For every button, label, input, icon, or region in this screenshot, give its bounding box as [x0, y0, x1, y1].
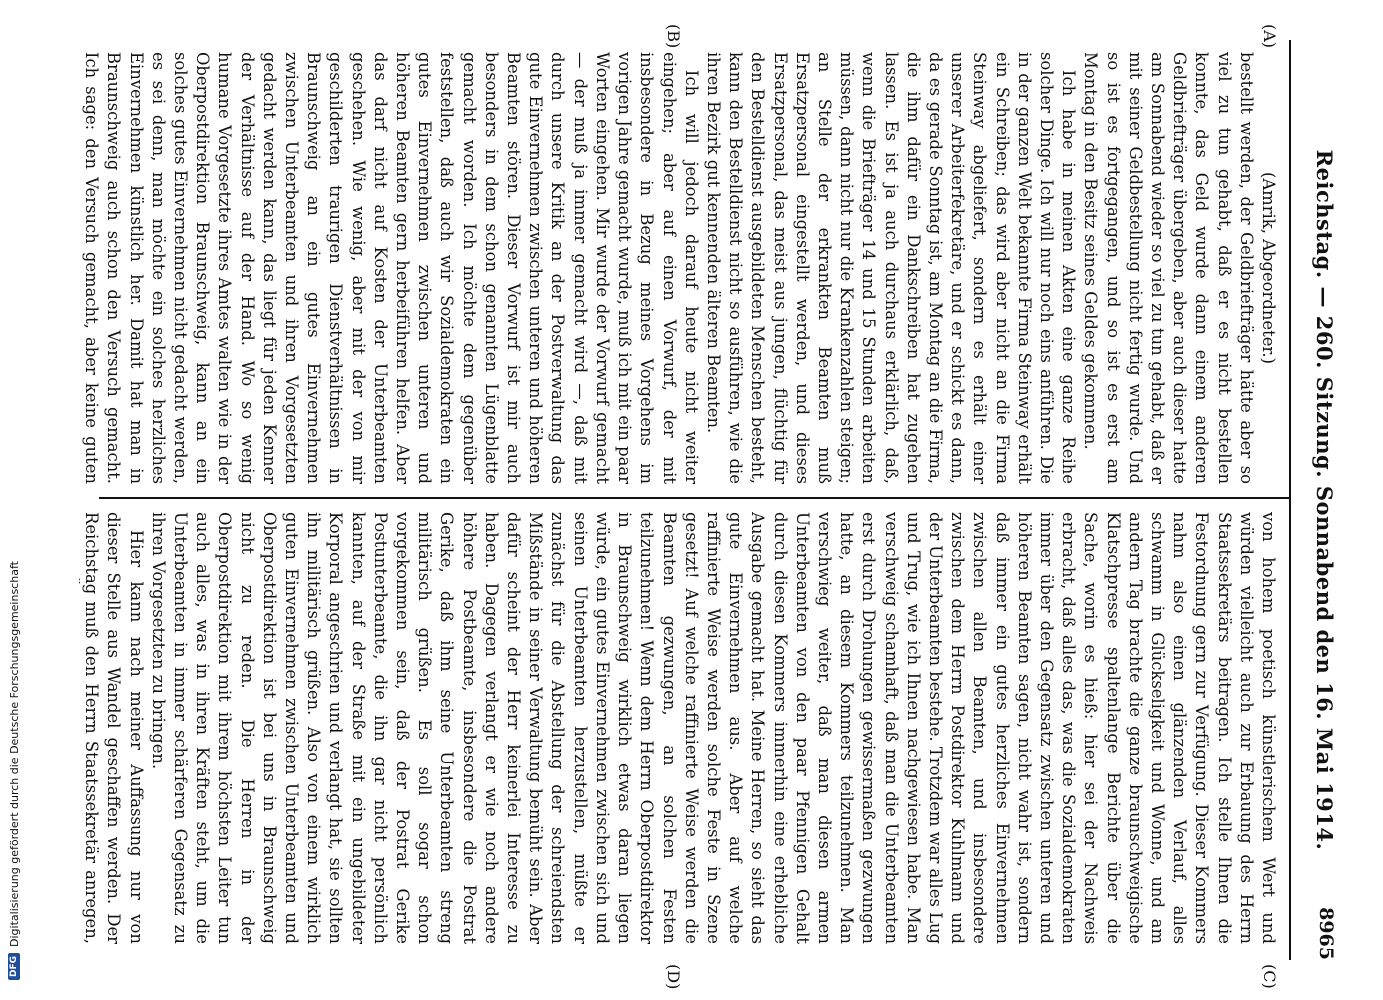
dfg-logo: DFG — [8, 953, 20, 980]
column-divider — [99, 497, 1289, 499]
paragraph: Ich will jedoch darauf heute nicht weiter eingehen; aber auf einen Vorwurf, der mit insbesondere in Bezug meines Vorgehens im vorigen Jahre gemacht wurde, muß ich mit ein paar Worten eingehen. Mir wurde der Vorwurf gemacht — der muß ja immer gemacht wird —, daß mit durch unsere Kritik an der Postverwaltung das gute Einvernehmen zwischen unteren und höheren Beamten stören. Dieser Vorwurf ist mir auch besonders in dem schon genannten Lügenblatte gemacht worden. Ich möchte dem gegenüber feststellen, daß auch wir Sozialdemokraten ein gutes Einvernehmen zwischen unteren und höheren Beamten gern herbeiführen helfen. Aber das darf nicht auf Kosten der Unterbeamten geschehen. Wie wenig, aber mit der von mir geschilderten traurigen Dienstverhältnissen in Braunschweig an ein gutes Einvernehmen zwischen Unterbeamten und ihren Vorgesetzten gedacht werden kann, das liegt für jeden Kenner der Verhältnisse auf der Hand. Wo so wenig humane Vorgesetzte ihres Amtes walten wie in der Oberpostdirektion Braunschweig, kann an ein solches gutes Einvernehmen nicht gedacht werden, es sei denn, man möchte ein solches herzliches Einvernehmen künstlich her. Damit hat man in Braunschweig auch schon den Versuch gemacht. Ich sage: den Versuch gemacht, aber keine guten — [82, 52, 701, 484]
funding-note — [4, 20, 24, 980]
paragraph: Hier kann nach meiner Auffassung nur von dieser Stelle aus Wandel geschaffen werden. Der Reichstag muß den Herrn Staatssekretär anregen, — [82, 512, 146, 944]
header-divider — [1289, 40, 1291, 960]
funding-note-text: Digitalisierung gefördert durch die Deutsche Forschungsgemeinschaft — [7, 561, 21, 947]
margin-marker-b: (B) — [664, 24, 683, 49]
right-column — [79, 512, 1279, 944]
page-number: 8965 — [1315, 907, 1337, 960]
speaker-label: (Amrik, Abgeordneter.) — [1259, 171, 1278, 365]
left-column — [79, 52, 1279, 484]
margin-marker-d: (D) — [664, 964, 683, 990]
page-header — [1303, 40, 1343, 960]
margin-marker-a: (A) — [1260, 24, 1279, 49]
page-title: Reichstag. — 260. Sitzung. Sonnabend den 16. Mai 1914. — [1312, 149, 1337, 851]
paragraph: von hohem poetisch künstlerischem Wert und würden vielleicht auch zur Erbauung des Herrn Staatssekretärs beitragen. Ich stelle Ihnen die Festordnung gern zur Verfügung. Dieser Kommers nahm also einen glänzenden Verlauf, alles schwamm in Glückseligkeit und Wonne, und am andern Tag brachte die ganze braunschweigische Klatschpresse spaltenlange Berichte über die Sache, worin es hieß: hier sei der Nachweis erbracht, daß alles das, was die Sozialdemokraten immer über den Gegensatz zwischen unteren und höheren Beamten sagen, nicht wahr ist, sondern daß immer ein gutes herzliches Einvernehmen zwischen allen Beamten, und insbesondere zwischen dem Herrn Postdirektor Kuhlmann und der Unterbeamten bestehe. Trotzdem war alles Lug und Trug, wie ich Ihnen nachgewiesen habe. Man verschweig schamhaft, daß man die Unterbeamten erst durch Drohungen gewissermaßen gezwungen hatte, an diesem Kommers teilzunehmen. Man verschwieg weiter, daß man diesen armen Unterbeamten von den paar Pfennigen Gehalt durch diesen Kommers immerhin eine erhebliche Ausgabe gemacht hat. Meine Herren, so sieht das gute Einvernehmen aus. Aber auf welche raffinierte Weise werden solche Feste in Szene gesetzt! Auf welche raffinierte Weise werden die Beamten gezwungen, an solchen Festen teilzunehmen! Wenn dem Herrn Oberpostdirektor in Braunschweig wirklich etwas daran liegen würde, ein gutes Einvernehmen zwischen sich und seinen Unterbeamten herzustellen, müßte er zunächst für die Abstellung der schreiendsten Mißstände in seiner Verwaltung bemüht sein. Aber dafür scheint der Herr keinerlei Interesse zu haben. Dagegen verlangt er wie noch andere höhere Postbeamte, insbesondere die Postrat Gerike, daß ihm seine Unterbeamten streng militärisch grüßen. Es soll sogar schon vorgekommen sein, daß der Postrat Gerike Postunterbeamte, die ihn gar nicht persönlich kannten, auf der Straße mit ein ungebildeter Korporal angeschrien und verlangt hat, sie sollten ihn militärisch grüßen. Also von einem wirklich guten Einvernehmen zwischen Unterbeamten und Oberpostdirektion ist bei uns in Braunschweig nicht zu reden. Die Herren in der Oberpostdirektion mit ihrem höchsten Leiter tun auch alles, was in ihren Kräften steht, um die Unterbeamten in immer schärferen Gegensatz zu ihren Vorgesetzten zu bringen. — [148, 512, 1278, 944]
paragraph: Ich habe in meinen Akten eine ganze Reihe solcher Dinge. Ich will nur noch eins anführen. Die in der ganzen Welt bekannte Firma Steinway erhält ein Schreiben; das wird aber nicht an die Firma Steinway abgeliefert, sondern es erhält einer unserer Arbeiterfekretäre, und er schickt es dann, da es gerade Sonntag ist, am Montag an die Firma, die ihm dafür ein Dankschreiben hat zugehen lassen. Es ist ja auch durchaus erklärlich, daß, wenn die Briefträger 14 und 15 Stunden arbeiten müssen, dann nicht nur die Krankenzahlen steigen; an Stelle der erkrankten Beamten muß Ersatzpersonal eingestellt werden, und dieses Ersatzpersonal, das meist aus jungen, flüchtig für den Bestelldienst ausgebildeten Menschen besteht, kann den Bestelldienst nicht so ausführen, wie die ihren Bezirk gut kennenden älteren Beamten. — [703, 52, 1079, 484]
margin-marker-c: (C) — [1260, 964, 1279, 989]
paragraph: bestellt werden, der Geldbriefträger hätte aber so viel zu tun gehabt, daß er es nicht bestellen konnte, das Geld wurde dann einem anderen Geldbriefträger übergeben, aber auch dieser hatte am Sonnabend wieder so viel zu tun gehabt, daß er mit seiner Geldbestellung nicht fertig wurde. Und so ist es fortgegangen, und so ist es erst am Montag in den Besitz seines Geldes gekommen. — [1081, 52, 1256, 484]
